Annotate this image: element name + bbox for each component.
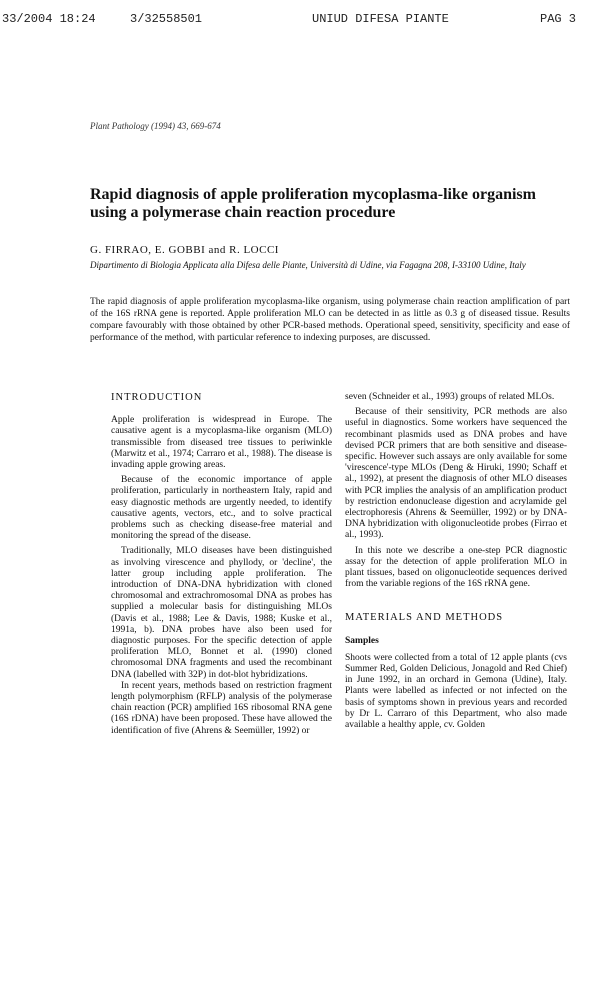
affiliation: Dipartimento di Biologia Applicata alla Difesa delle Piante, Università di Udine, via Fagagna 208, I-33100 Udine, Italy [90,260,526,270]
fax-page: PAG 3 [540,12,577,26]
intro-paragraph: In recent years, methods based on restriction fragment length polymorphism (RFLP) analysis of the polymerase chain reaction (PCR) amplified 16S ribosomal RNA gene (16S rDNA) have been proposed. These have allowed the identification of five (Ahrens & Seemüller, 1992) or [111,680,332,736]
fax-date-time: 33/2004 18:24 [2,12,96,26]
intro-paragraph: Apple proliferation is widespread in Europe. The causative agent is a mycoplasma-like organism (MLO) transmissible from diseased tree tissues to periwinkle (Marwitz et al., 1974; Carraro et al., 1988). The disease is invading apple growing areas. [111,415,332,471]
paper-title: Rapid diagnosis of apple proliferation mycoplasma-like organism using a polymerase chain reaction procedure [90,186,536,221]
authors: G. FIRRAO, E. GOBBI and R. LOCCI [90,244,279,256]
fax-header [0,12,600,32]
abstract: The rapid diagnosis of apple proliferation mycoplasma-like organism, using polymerase chain reaction amplification of part of the 16S rRNA gene is reported. Apple proliferation MLO can be detected in as little as 0.3 g of diseased tissue. Results compare favourably with those obtained by other PCR-based methods. Operational speed, sensitivity, specificity and ease of performance of the method, with particular reference to indexing purposes, are discussed. [90,297,570,343]
intro-paragraph: Because of the economic importance of apple proliferation, particularly in northeastern Italy, rapid and easy diagnostic methods are urgently needed, to identify causative agents, vectors, etc., and to solve practical problems such as checking disease-free material and monitoring the spread of the disease. [111,475,332,542]
fax-number: 3/32558501 [130,12,203,26]
intro-paragraph: Because of their sensitivity, PCR methods are also useful in diagnostics. Some workers have sequenced the recombinant plasmids used as DNA probes and have devised PCR primers that are both sensitive and disease-specific. However such assays are only available for some 'virescence'-type MLOs (Deng & Hiruki, 1990; Schaff et al., 1992), at present the diagnosis of other MLO diseases with PCR implies the analysis of an amplification product by restriction endonuclease digestion and acrylamide gel electrophoresis (Ahrens & Seemüller, 1992) or by DNA-DNA hybridization with oligonucleotide probes (Firrao et al., 1993). [345,407,567,541]
right-column [345,392,567,731]
fax-sender: UNIUD DIFESA PIANTE [312,12,449,26]
introduction-heading: INTRODUCTION [111,392,203,403]
intro-continuation: seven (Schneider et al., 1993) groups of related MLOs. [345,392,555,402]
materials-heading: MATERIALS AND METHODS [345,612,504,624]
samples-subheading: Samples [345,635,379,646]
journal-citation: Plant Pathology (1994) 43, 669-674 [90,121,221,131]
left-column [111,392,332,737]
intro-paragraph: In this note we describe a one-step PCR diagnostic assay for the detection of apple proliferation MLO in plant tissues, based on oligonucleotide sequences derived from the variable regions of the 16S rRNA gene. [345,545,567,590]
intro-paragraph: Traditionally, MLO diseases have been distinguished as involving virescence and phyllody, or 'decline', the latter group including apple proliferation. The introduction of DNA-DNA hybridization with cloned chromosomal and extrachromosomal DNA as probes has supplied a molecular basis for distinguishing MLOs (Davis et al., 1988; Lee & Davis, 1988; Kuske et al., 1991a, b). DNA probes have also been used for diagnostic purposes. For the specific detection of apple proliferation MLO, Bonnet et al. (1990) cloned chromosomal DNA fragments and used the recombinant DNA (labelled with 32P) in dot-blot hybridizations. [111,546,332,680]
samples-paragraph: Shoots were collected from a total of 12 apple plants (cvs Summer Red, Golden Delicious, Jonagold and Red Chief) in June 1992, in an orchard in Gemona (Udine), Italy. Plants were labelled as infected or not infected on the basis of symptoms shown in previous years and recorded by Dr L. Carraro of this Department, who also made available a healthy apple, cv. Golden [345,652,567,731]
